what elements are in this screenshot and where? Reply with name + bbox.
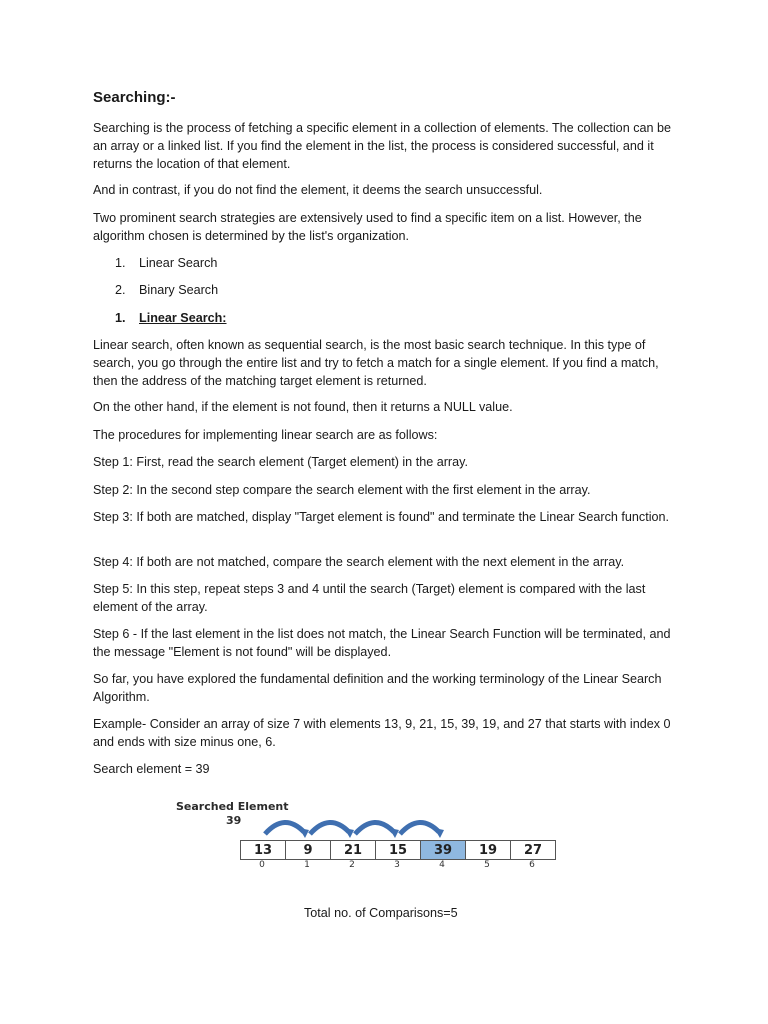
array-cell: 21 <box>330 840 376 860</box>
array-cell: 39 <box>420 840 466 860</box>
total-comparisons: Total no. of Comparisons=5 <box>304 906 458 920</box>
list-item-number: 1. <box>115 256 126 270</box>
paragraph-example: Example- Consider an array of size 7 with elements 13, 9, 21, 15, 39, 19, and 27 that starts with index 0 and ends with size minus one, 6. <box>93 717 671 749</box>
paragraph-definition: Linear search, often known as sequential search, is the most basic search technique. In this type of search, you go through the entire list and try to fetch a match for a single element. If you find a match, then the address of the matching target element is returned. <box>93 338 659 388</box>
array-index: 2 <box>349 860 355 870</box>
array-cell: 19 <box>465 840 511 860</box>
list-item <box>115 254 217 272</box>
step-3: Step 3: If both are matched, display "Target element is found" and terminate the Linear Search function. <box>93 510 669 524</box>
array-index: 4 <box>439 860 445 870</box>
array-cells <box>241 840 556 860</box>
linear-search-figure <box>152 796 617 896</box>
array-cell: 13 <box>240 840 286 860</box>
section-heading <box>115 309 227 327</box>
comparison-arrowhead <box>434 828 444 838</box>
array-cell: 15 <box>375 840 421 860</box>
figure-target-value: 39 <box>226 814 242 827</box>
section-number: 1. <box>115 311 126 325</box>
array-index: 6 <box>529 860 535 870</box>
array-cell: 9 <box>285 840 331 860</box>
comparison-arrowhead <box>299 828 309 838</box>
comparison-arrow <box>265 822 304 834</box>
list-item-label: Linear Search <box>139 256 218 270</box>
comparison-arrow <box>310 822 349 834</box>
figure-title: Searched Element <box>176 800 289 813</box>
list-item-number: 2. <box>115 283 126 297</box>
paragraph-procedures: The procedures for implementing linear search are as follows: <box>93 428 438 442</box>
step-6: Step 6 - If the last element in the list does not match, the Linear Search Function will be terminated, and the message "Element is not found" will be displayed. <box>93 627 671 659</box>
list-item <box>115 281 218 299</box>
search-element-text: Search element = 39 <box>93 762 210 776</box>
paragraph-contrast: And in contrast, if you do not find the element, it deems the search unsuccessful. <box>93 183 543 197</box>
paragraph-summary: So far, you have explored the fundamental definition and the working terminology of the Linear Search Algorithm. <box>93 672 662 704</box>
array-index: 3 <box>394 860 400 870</box>
list-item-label: Binary Search <box>139 283 219 297</box>
array-index: 0 <box>259 860 265 870</box>
paragraph-not-found: On the other hand, if the element is not found, then it returns a NULL value. <box>93 400 513 414</box>
page-title: Searching:- <box>93 89 176 106</box>
comparison-arrow <box>400 822 439 834</box>
paragraph-intro: Searching is the process of fetching a specific element in a collection of elements. The collection can be an array or a linked list. If you find the element in the list, the process is considered successful, and it returns the location of that element. <box>93 121 672 171</box>
comparison-arrowhead <box>389 828 399 838</box>
step-5: Step 5: In this step, repeat steps 3 and 4 until the search (Target) element is compared with the last element of the array. <box>93 582 646 614</box>
section-label: Linear Search: <box>139 311 227 325</box>
step-1: Step 1: First, read the search element (Target element) in the array. <box>93 455 468 469</box>
comparison-arrowhead <box>344 828 354 838</box>
step-4: Step 4: If both are not matched, compare the search element with the next element in the array. <box>93 555 625 569</box>
array-cell: 27 <box>510 840 556 860</box>
array-index: 5 <box>484 860 490 870</box>
array-index: 1 <box>304 860 310 870</box>
step-2: Step 2: In the second step compare the search element with the first element in the array. <box>93 483 591 497</box>
paragraph-strategies: Two prominent search strategies are extensively used to find a specific item on a list. However, the algorithm chosen is determined by the list's organization. <box>93 211 642 243</box>
comparison-arrow <box>355 822 394 834</box>
